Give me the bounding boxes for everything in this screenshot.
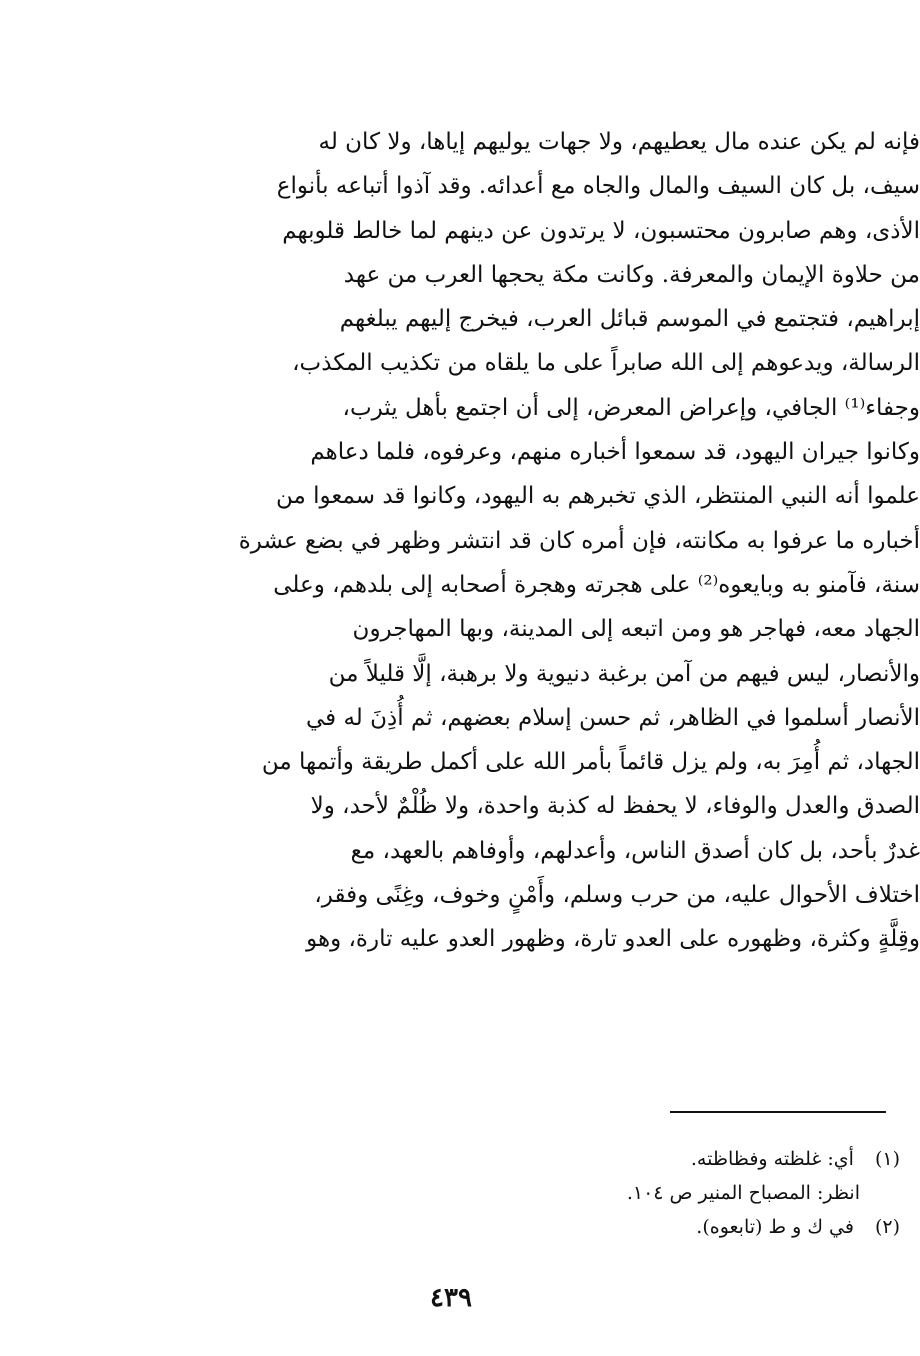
footnote-text: انظر: المصباح المنير ص ١٠٤. — [626, 1182, 860, 1204]
text-line: الأذى، وهم صابرون محتسبون، لا يرتدون عن دينهم لما خالط قلوبهم — [282, 217, 920, 244]
footnote-item — [300, 1210, 900, 1244]
text-line: وكانوا جيران اليهود، قد سمعوا أخباره منهم، وعرفوه، فلما دعاهم — [310, 439, 920, 466]
text-line: الصدق والعدل والوفاء، لا يحفظ له كذبة واحدة، ولا ظُلْمٌ لأحد، ولا — [310, 793, 920, 820]
text-line: سيف، بل كان السيف والمال والجاه مع أعدائه. وقد آذوا أتباعه بأنواع — [276, 173, 920, 200]
text-line: والأنصار، ليس فيهم من آمن برغبة دنيوية ولا برهبة، إلَّا قليلاً من — [328, 660, 920, 687]
text-line: الجهاد، ثم أُمِرَ به، ولم يزل قائماً بأمر الله على أكمل طريقة وأتمها من — [261, 749, 920, 776]
text-line: غدرٌ بأحد، بل كان أصدق الناس، وأعدلهم، وأوفاهم بالعهد، مع — [350, 837, 920, 864]
text-line: فإنه لم يكن عنده مال يعطيهم، ولا جهات يوليهم إياها، ولا كان له — [318, 129, 920, 155]
footnote-text: أي: غلظته وفظاظته. — [690, 1148, 854, 1170]
footnotes — [300, 1142, 900, 1244]
footnote-number: (٢) — [874, 1216, 900, 1238]
text-line: اختلاف الأحوال عليه، من حرب وسلم، وأَمْنٍ وخوف، وغِنًى وفقر، — [314, 882, 920, 909]
text-line: سنة، فآمنو به وبايعوه⁽²⁾ على هجرته وهجرة أصحابه إلى بلدهم، وعلى — [273, 571, 920, 598]
text-line: من حلاوة الإيمان والمعرفة. وكانت مكة يحجها العرب من عهد — [343, 261, 920, 288]
footnote-number: (١) — [874, 1148, 900, 1170]
text-line: إبراهيم، فتجتمع في الموسم قبائل العرب، فيخرج إليهم يبلغهم — [339, 306, 920, 333]
text-line: أخباره ما عرفوا به مكانته، فإن أمره كان قد انتشر وظهر في بضع عشرة — [238, 527, 920, 554]
text-line: الأنصار أسلموا في الظاهر، ثم حسن إسلام بعضهم، ثم أُذِنَ له في — [305, 704, 920, 731]
text-line: وجفاء⁽¹⁾ الجافي، وإعراض المعرض، إلى أن اجتمع بأهل يثرب، — [342, 394, 920, 421]
text-line: الرسالة، ويدعوهم إلى الله صابراً على ما يلقاه من تكذيب المكذب، — [292, 350, 920, 377]
text-line: علموا أنه النبي المنتظر، الذي تخبرهم به اليهود، وكانوا قد سمعوا من — [275, 483, 920, 510]
footnote-text: في ك و ط (تابعوه). — [696, 1216, 854, 1238]
text-line: وقِلَّةٍ وكثرة، وظهوره على العدو تارة، وظهور العدو عليه تارة، وهو — [306, 926, 920, 953]
main-text-block — [196, 120, 920, 962]
footnote-item — [300, 1142, 900, 1176]
page-number: ٤٣٩ — [430, 1283, 472, 1313]
text-line: الجهاد معه، فهاجر هو ومن اتبعه إلى المدينة، وبها المهاجرون — [352, 616, 920, 643]
footnote-divider — [670, 1111, 886, 1113]
footnote-continuation — [300, 1176, 900, 1210]
